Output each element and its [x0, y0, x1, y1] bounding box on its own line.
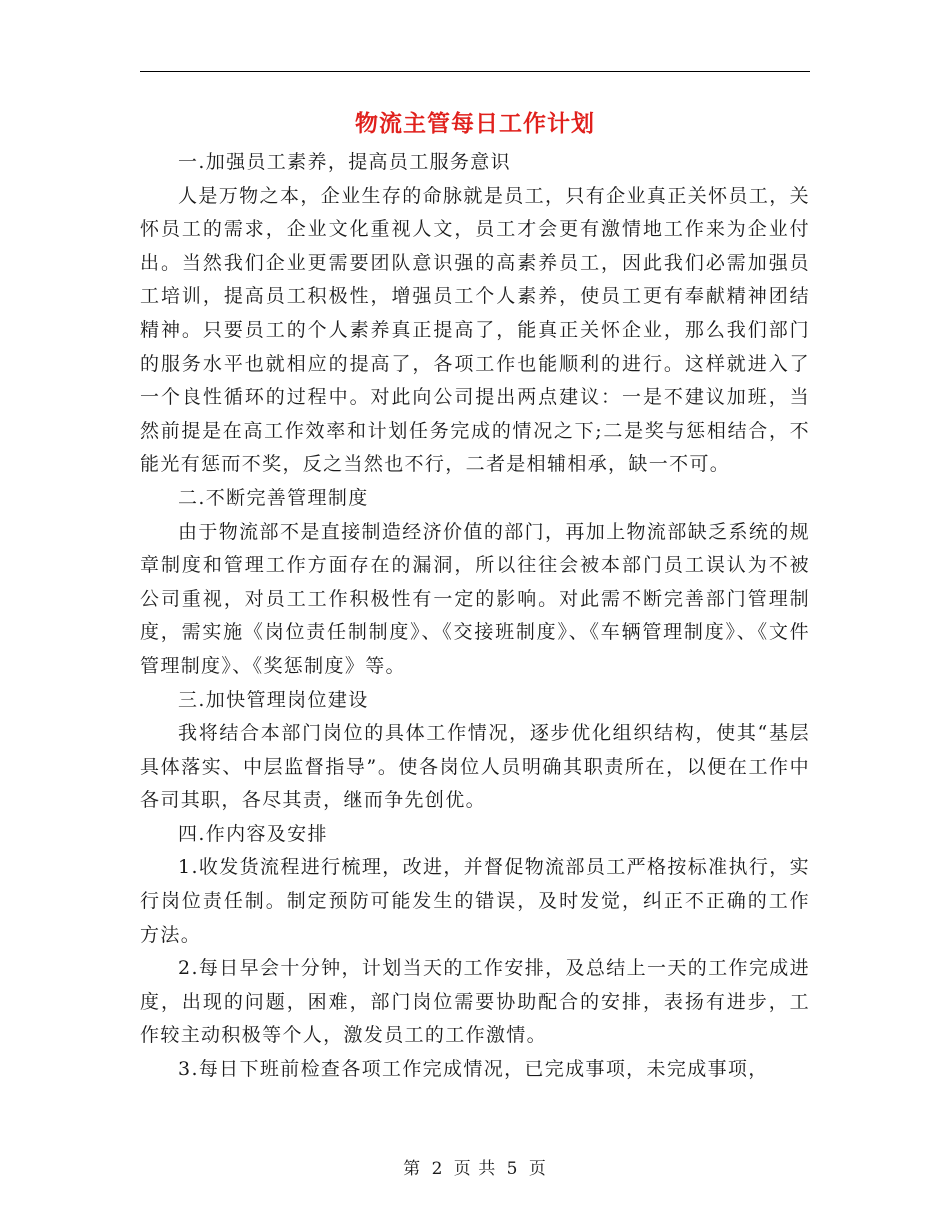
- footer-current-page: 2: [431, 1159, 444, 1179]
- page-footer: [0, 1154, 950, 1179]
- paragraph-1: 人是万物之本，企业生存的命脉就是员工，只有企业真正关怀员工，关怀员工的需求，企业文化重视人文，员工才会更有激情地工作来为企业付出。当然我们企业更需要团队意识强的高素养员工，因此我们必需加强员工培训，提高员工积极性，增强员工个人素养，使员工更有奉献精神团结精神。只要员工的个人素养真正提高了，能真正关怀企业，那么我们部门的服务水平也就相应的提高了，各项工作也能顺利的进行。这样就进入了一个良性循环的过程中。对此向公司提出两点建议：一是不建议加班，当然前提是在高工作效率和计划任务完成的情况之下;二是奖与惩相结合，不能光有惩而不奖，反之当然也不行，二者是相辅相承，缺一不可。: [140, 184, 810, 476]
- list-item-1: 1.收发货流程进行梳理，改进，并督促物流部员工严格按标准执行，实行岗位责任制。制定预防可能发生的错误，及时发觉，纠正不正确的工作方法。: [140, 856, 810, 946]
- footer-total-pages: 5: [506, 1159, 519, 1179]
- section-heading-3: 三.加快管理岗位建设: [178, 688, 369, 711]
- list-item-2: 2.每日早会十分钟，计划当天的工作安排，及总结上一天的工作完成进度，出现的问题，困难，部门岗位需要协助配合的安排，表扬有进步，工作较主动积极等个人，激发员工的工作激情。: [140, 957, 810, 1047]
- footer-middle: 页 共: [453, 1159, 497, 1179]
- section-heading-2: 二.不断完善管理制度: [178, 486, 369, 509]
- footer-prefix: 第: [403, 1159, 422, 1179]
- document-title: 物流主管每日工作计划: [355, 110, 595, 137]
- paragraph-2: 由于物流部不是直接制造经济价值的部门，再加上物流部缺乏系统的规章制度和管理工作方面存在的漏洞，所以往往会被本部门员工误认为不被公司重视，对员工工作积极性有一定的影响。对此需不断完善部门管理制度，需实施《岗位责任制制度》、《交接班制度》、《车辆管理制度》、《文件管理制度》、《奖惩制度》等。: [140, 520, 810, 677]
- list-item-3: 3.每日下班前检查各项工作完成情况，已完成事项，未完成事项，: [178, 1058, 769, 1081]
- paragraph-3: 我将结合本部门岗位的具体工作情况，逐步优化组织结构，使其“基层具体落实、中层监督指导”。使各岗位人员明确其职责所在，以便在工作中各司其职，各尽其责，继而争先创优。: [140, 722, 810, 812]
- footer-suffix: 页: [528, 1159, 547, 1179]
- document-body: [140, 146, 810, 1087]
- header-rule: [140, 71, 810, 72]
- section-heading-1: 一.加强员工素养，提高员工服务意识: [178, 151, 511, 173]
- section-heading-4: 四.作内容及安排: [178, 822, 328, 845]
